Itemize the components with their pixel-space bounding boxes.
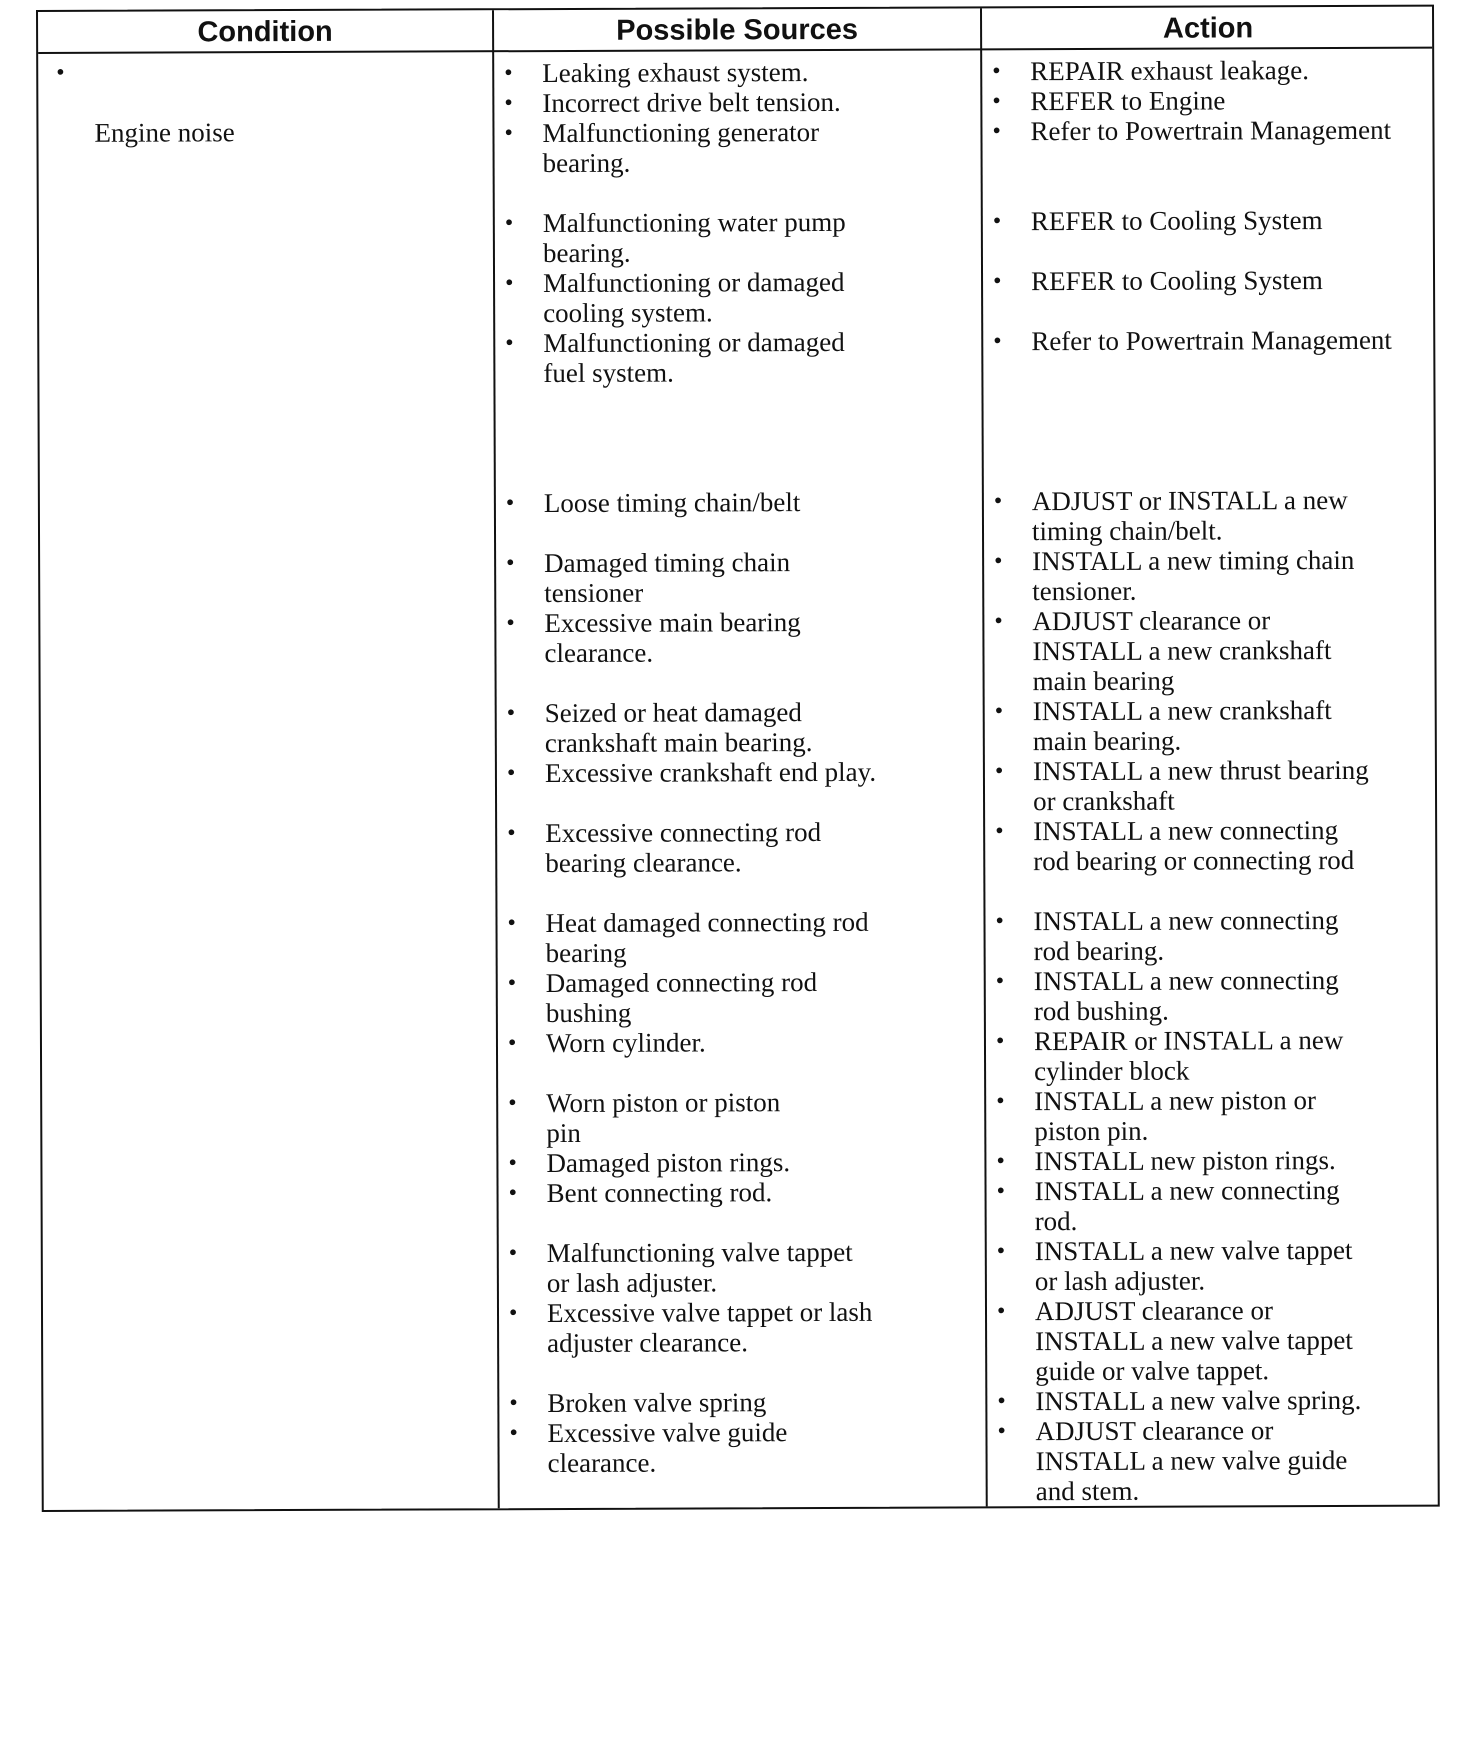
bullet: • [505, 330, 514, 357]
source-item [497, 697, 813, 758]
bullet: • [506, 610, 515, 637]
header-condition: Condition [197, 15, 333, 49]
source-item [496, 547, 790, 608]
action-item [985, 755, 1369, 816]
source-text: Bent connecting rod. [546, 1177, 773, 1209]
source-text: Excessive crankshaft end play. [544, 756, 877, 789]
bullet: • [507, 970, 517, 997]
source-item [497, 757, 876, 788]
bullet: • [996, 1088, 1005, 1115]
action-text: INSTALL a new thrust bearing or crankshaft [1032, 754, 1369, 817]
bullet: • [504, 90, 513, 117]
action-text: INSTALL a new piston or piston pin. [1034, 1085, 1317, 1147]
header-action: Action [1162, 12, 1254, 45]
bullet: • [994, 698, 1004, 725]
bullet: • [994, 608, 1003, 635]
action-item [985, 695, 1332, 756]
action-item [986, 1085, 1316, 1146]
bullet: • [507, 910, 516, 937]
action-text: INSTALL a new connecting rod bushing. [1033, 965, 1339, 1027]
source-text: Excessive valve guide clearance. [547, 1417, 788, 1479]
action-text: INSTALL a new crankshaft main bearing. [1032, 695, 1332, 757]
source-text: Malfunctioning or damaged fuel system. [543, 326, 845, 389]
action-text: INSTALL a new connecting rod bearing or connecting rod [1033, 815, 1355, 877]
source-item [499, 1387, 766, 1418]
bullet: • [996, 1148, 1005, 1175]
bullet: • [56, 59, 65, 86]
action-text: REFER to Engine [1030, 85, 1226, 117]
action-item [987, 1235, 1353, 1296]
bullet: • [997, 1388, 1006, 1415]
bullet: • [505, 270, 514, 297]
bullet: • [992, 118, 1001, 145]
action-item [984, 605, 1331, 696]
bullet: • [992, 268, 1002, 295]
bullet: • [994, 548, 1003, 575]
source-text: Damaged timing chain tensioner [544, 547, 791, 609]
action-text: INSTALL a new connecting rod. [1034, 1175, 1340, 1237]
bullet: • [506, 760, 516, 787]
source-item [498, 1027, 706, 1058]
source-item [495, 327, 845, 388]
action-item [984, 545, 1354, 606]
action-text: INSTALL new piston rings. [1034, 1145, 1336, 1177]
bullet: • [992, 88, 1001, 115]
bullet: • [508, 1240, 518, 1267]
bullet: • [507, 820, 516, 847]
source-item [496, 487, 801, 518]
action-text: INSTALL a new valve tappet or lash adjuster. [1034, 1234, 1353, 1297]
engine-noise-diagnosis-table [36, 5, 1440, 1512]
source-text: Loose timing chain/belt [543, 487, 801, 519]
action-item [983, 205, 1323, 236]
source-text: Malfunctioning generator bearing. [542, 116, 820, 179]
source-text: Broken valve spring [547, 1387, 767, 1419]
source-item [494, 87, 841, 118]
action-text: REFER to Cooling System [1030, 205, 1323, 237]
bullet: • [508, 1150, 517, 1177]
action-text: INSTALL a new connecting rod bearing. [1033, 905, 1339, 967]
source-text: Leaking exhaust system. [542, 57, 809, 89]
action-item [982, 85, 1225, 116]
action-item [985, 815, 1354, 876]
action-text: REPAIR exhaust leakage. [1030, 55, 1310, 87]
source-item [498, 967, 818, 1028]
source-item [498, 1147, 790, 1178]
source-text: Excessive main bearing clearance. [544, 607, 801, 669]
bullet: • [993, 328, 1002, 355]
bullet: • [504, 210, 514, 237]
header-possible-sources: Possible Sources [616, 13, 859, 47]
action-item [982, 115, 1391, 147]
bullet: • [992, 58, 1001, 85]
action-text: REFER to Cooling System [1030, 265, 1323, 297]
action-text: ADJUST or INSTALL a new timing chain/belt. [1031, 484, 1348, 547]
action-item [984, 485, 1348, 546]
source-item [498, 1087, 780, 1148]
condition-column [46, 56, 486, 148]
action-item [982, 55, 1309, 86]
source-text: Malfunctioning valve tappet or lash adjuster. [546, 1236, 853, 1299]
source-item [497, 817, 821, 878]
bullet: • [993, 488, 1003, 515]
source-item [495, 267, 845, 328]
source-item [499, 1417, 787, 1478]
source-text: Worn piston or piston pin [546, 1087, 781, 1149]
source-text: Excessive valve tappet or lash adjuster clearance. [546, 1296, 873, 1359]
source-text: Damaged piston rings. [546, 1147, 791, 1179]
bullet: • [997, 1418, 1006, 1445]
bullet: • [995, 1028, 1005, 1055]
source-text: Seized or heat damaged crankshaft main bearing. [544, 697, 813, 759]
bullet: • [504, 120, 513, 147]
source-item [494, 57, 808, 88]
bullet: • [509, 1390, 518, 1417]
source-item [499, 1297, 873, 1358]
source-text: Excessive connecting rod bearing clearance. [545, 816, 822, 879]
action-item [987, 1415, 1347, 1506]
condition-engine-noise: Engine noise [94, 117, 235, 148]
action-item [986, 1145, 1335, 1176]
action-item [985, 905, 1338, 966]
bullet: • [504, 60, 513, 87]
action-column [982, 55, 1432, 1507]
bullet: • [509, 1420, 518, 1447]
action-item [986, 965, 1339, 1026]
action-item [987, 1295, 1353, 1386]
source-text: Incorrect drive belt tension. [542, 86, 841, 119]
bullet: • [508, 1300, 518, 1327]
bullet: • [508, 1090, 517, 1117]
source-text: Worn cylinder. [545, 1027, 706, 1059]
action-text: REPAIR or INSTALL a new cylinder block [1033, 1024, 1344, 1087]
bullet: • [995, 908, 1004, 935]
bullet: • [995, 968, 1005, 995]
bullet: • [996, 1238, 1006, 1265]
action-item [986, 1175, 1339, 1236]
bullet: • [506, 550, 515, 577]
bullet: • [508, 1180, 518, 1207]
action-text: ADJUST clearance or INSTALL a new valve guide and stem. [1035, 1415, 1348, 1507]
bullet: • [994, 758, 1004, 785]
condition-item [46, 57, 235, 148]
source-text: Damaged connecting rod bushing [545, 967, 818, 1029]
source-text: Malfunctioning water pump bearing. [542, 206, 846, 269]
bullet: • [995, 818, 1004, 845]
source-item [498, 1177, 772, 1208]
bullet: • [992, 208, 1002, 235]
sources-column [494, 56, 974, 1479]
source-item [499, 1237, 853, 1298]
action-text: ADJUST clearance or INSTALL a new valve tappet guide or valve tappet. [1034, 1295, 1353, 1387]
bullet: • [996, 1178, 1005, 1205]
source-item [495, 207, 846, 268]
action-text: Refer to Powertrain Management [1030, 114, 1392, 147]
source-item [494, 117, 819, 178]
action-text: INSTALL a new valve spring. [1035, 1384, 1362, 1417]
source-text: Heat damaged connecting rod bearing [545, 906, 869, 969]
action-item [983, 265, 1323, 296]
source-text: Malfunctioning or damaged cooling system. [542, 266, 845, 329]
bullet: • [507, 1030, 517, 1057]
bullet: • [505, 490, 515, 517]
action-text: INSTALL a new timing chain tensioner. [1032, 544, 1355, 607]
action-text: ADJUST clearance or INSTALL a new crankshaft main bearing [1032, 605, 1332, 697]
source-item [497, 907, 868, 968]
action-item [986, 1025, 1344, 1086]
bullet: • [506, 700, 516, 727]
action-text: Refer to Powertrain Management [1031, 324, 1392, 357]
action-item [983, 325, 1392, 357]
bullet: • [996, 1298, 1006, 1325]
action-item [987, 1385, 1361, 1416]
source-item [496, 607, 801, 668]
